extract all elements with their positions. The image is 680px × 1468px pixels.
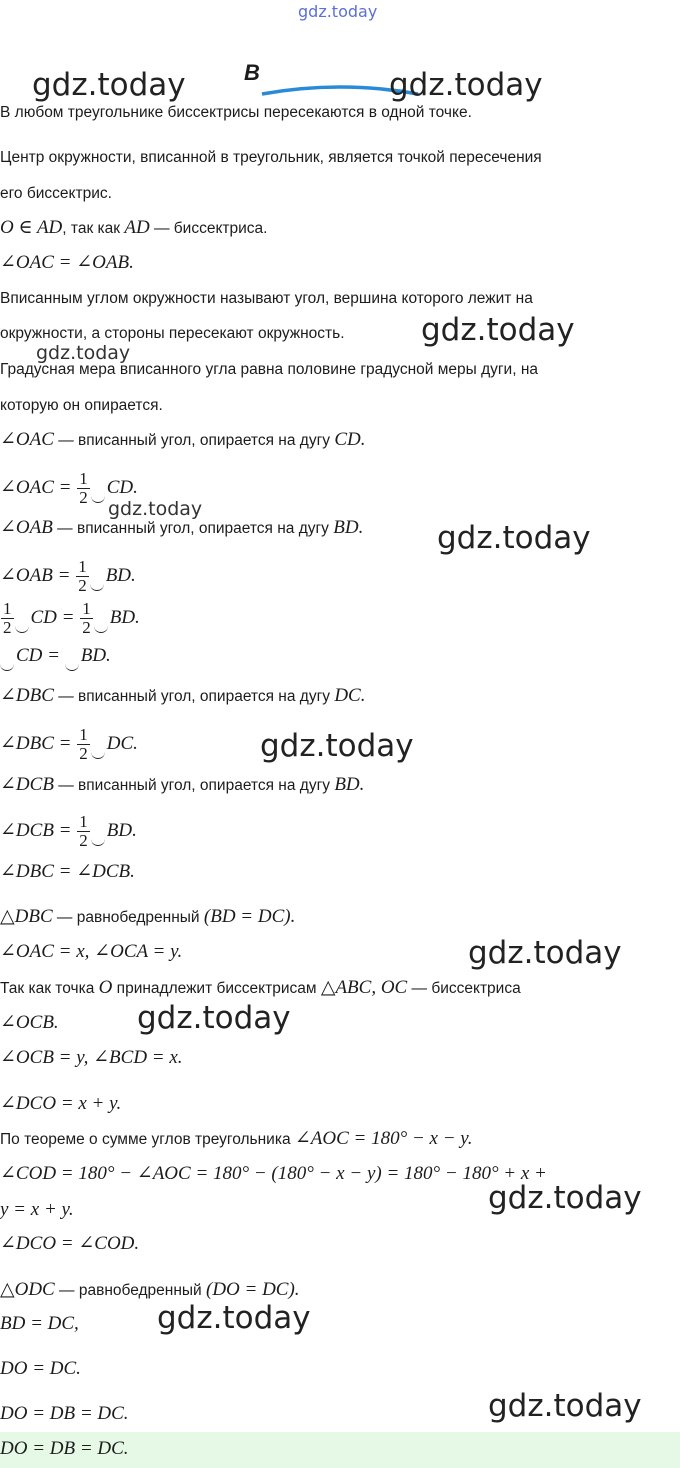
arc-symbol [91,750,105,759]
watermark: gdz.today [488,1180,642,1216]
math-line: ∠OAC = ∠OAB. [0,252,134,273]
math-line: ∠OCB = y, ∠BCD = x. [0,1047,183,1068]
math: ∠AOC = 180° − x − y. [294,1128,473,1149]
math-line [0,646,111,671]
math-line: ∠COD = 180° − ∠AOC = 180° − (180° − x − y) = 180° − 180° + x + [0,1163,547,1184]
math: DC. [334,685,366,706]
math: △ABC, OC [320,977,408,998]
text-line: Вписанным углом окружности называют угол, вершина которого лежит на [0,290,533,307]
math-line: BD = DC, [0,1313,79,1334]
fraction-num: 1 [3,599,12,618]
arc-symbol [91,837,105,846]
math: BD. [80,645,111,666]
fraction-num: 1 [82,599,91,618]
arc-symbol [90,582,104,591]
math-line: ∠DCO = ∠COD. [0,1233,140,1254]
text-line: его биссектрис. [0,185,112,202]
text: — равнобедренный [54,1282,206,1299]
math: CD = [30,606,80,628]
watermark: gdz.today [108,498,203,520]
math: ∠DBC = [0,732,77,754]
arc-symbol [94,624,108,633]
fraction-num: 1 [79,725,88,744]
math-line [0,558,136,595]
math: ∠OAB = [0,564,76,586]
fraction-half [77,726,90,763]
watermark: gdz.today [488,1388,642,1424]
arc-symbol [0,662,14,671]
arc-symbol [91,494,105,503]
math: ∠OAC [0,429,54,450]
fraction-half [77,813,90,850]
text-line [0,775,364,796]
math: △ODC [0,1279,55,1300]
arc-symbol [15,624,29,633]
text: Так как точка [0,980,99,997]
text: — биссектриса [407,980,521,997]
math-line: DO = DB = DC. [0,1403,129,1424]
watermark: gdz.today [32,67,186,103]
math-line [0,470,138,507]
math: CD. [106,476,138,498]
math: BD. [334,774,365,795]
fraction-den: 2 [3,618,12,637]
text: принадлежит биссектрисам [112,980,321,997]
text: — вписанный угол, опирается на дугу [53,432,335,449]
watermark: gdz.today [468,935,622,971]
text-line: Градусная мера вписанного угла равна половине градусной меры дуги, на [0,361,539,378]
watermark: gdz.today [36,342,131,364]
fraction-den: 2 [78,576,87,595]
text-line [0,686,365,707]
fraction-half [76,558,89,595]
math: BD. [105,564,136,586]
text-line [0,1129,472,1150]
fraction-den: 2 [79,488,88,507]
math-line: ∠OCB. [0,1012,59,1033]
math-line: ∠OAC = x, ∠OCA = y. [0,941,183,962]
math: BD. [333,517,364,538]
watermark: gdz.today [389,67,543,103]
math: ∠DCB = [0,819,77,841]
math: CD = [16,645,65,666]
math-line: ∠DCO = x + y. [0,1093,122,1114]
text: По теореме о сумме углов треугольника [0,1131,295,1148]
text: , так как [62,220,125,237]
fraction-num: 1 [78,557,87,576]
fraction-half [1,600,14,637]
text-line [0,430,365,451]
math: DC. [106,732,138,754]
text-line: В любом треугольнике биссектрисы пересекаются в одной точке. [0,104,472,121]
arc-symbol [65,662,79,671]
figure-label-b: B [244,60,260,85]
math-line: y = x + y. [0,1199,74,1220]
fraction-den: 2 [82,618,91,637]
fraction-half [80,600,93,637]
math-line [0,726,138,763]
fraction-den: 2 [79,744,88,763]
text-line [0,518,363,539]
watermark: gdz.today [437,520,591,556]
text-line [0,907,295,928]
math-line: DO = DC. [0,1358,81,1379]
math: ∠OAC = [0,476,77,498]
math-line [0,813,137,850]
text: — биссектриса. [149,220,268,237]
math: (BD = DC). [203,906,296,927]
math: O [98,977,113,998]
watermark: gdz.today [137,1000,291,1036]
math: (DO = DC). [206,1279,300,1300]
math: O ∈ AD [0,217,63,238]
text: — вписанный угол, опирается на дугу [52,520,334,537]
watermark-top: gdz.today [298,2,378,21]
fraction-num: 1 [79,812,88,831]
text-line: окружности, а стороны пересекают окружность. [0,325,345,342]
math: ∠DCB [0,774,54,795]
fraction-half [77,470,90,507]
math: BD. [106,819,137,841]
text-line [0,218,267,239]
math: △DBC [0,906,53,927]
math: ∠OAB [0,517,53,538]
math: CD. [334,429,366,450]
answer-line: DO = DB = DC. [0,1438,129,1459]
math: BD. [109,606,140,628]
text-line: Центр окружности, вписанной в треугольник, является точкой пересечения [0,149,542,166]
watermark: gdz.today [421,312,575,348]
text: — вписанный угол, опирается на дугу [53,777,335,794]
watermark: gdz.today [157,1300,311,1336]
text-line [0,978,521,999]
math: AD [124,217,150,238]
text-line [0,1280,300,1301]
text: — равнобедренный [52,909,204,926]
fraction-den: 2 [79,831,88,850]
text-line: которую он опирается. [0,397,163,414]
fraction-num: 1 [79,469,88,488]
math: ∠DBC [0,685,54,706]
math-line [0,600,140,637]
text: — вписанный угол, опирается на дугу [53,688,335,705]
watermark: gdz.today [260,728,414,764]
math-line: ∠DBC = ∠DCB. [0,861,135,882]
